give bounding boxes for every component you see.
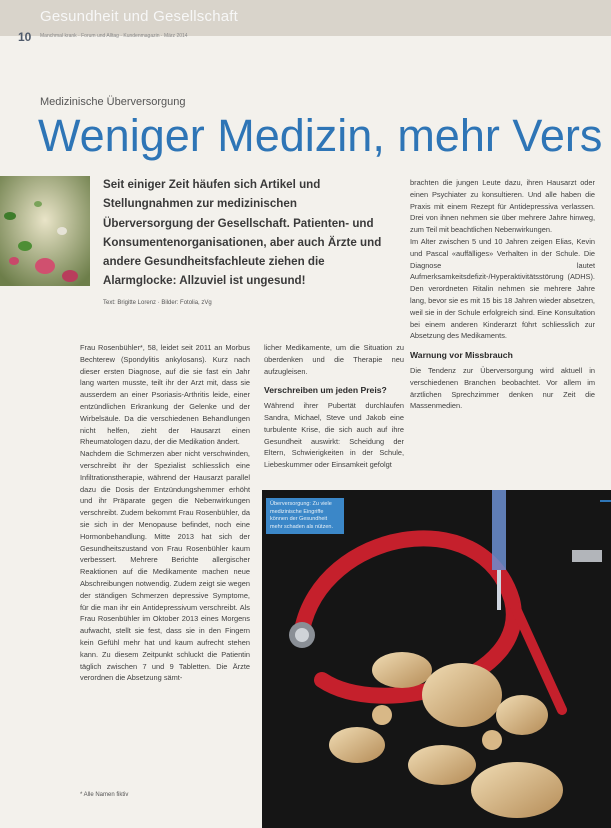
body-column-3 (410, 177, 595, 412)
mannequin-photo (262, 490, 611, 828)
section-header (0, 0, 611, 44)
mannequin-illustration (262, 490, 611, 828)
pills-photo (0, 176, 90, 286)
article-lead: Seit einiger Zeit häufen sich Artikel und Stellungnahmen zur medizinischen Überversorgung der Gesellschaft. Patienten- und Konsumentenorganisationen, aber auch Ärzte und andere Gesundheitsfachleute ziehen die Alarmglocke: Allzuviel ist ungesund! (103, 178, 382, 288)
article-headline: Weniger Medizin, mehr Vers (38, 110, 603, 161)
accent-mark (600, 500, 611, 502)
body-column-2 (264, 342, 404, 471)
paragraph: Während ihrer Pubertät durchlaufen Sandra, Michael, Steve und Jakob eine turbulente Krise, die sich auch auf ihre Gesundheit auswirkt: Scheidung der Eltern, Schwierigkeiten in der Schule, Liebeskummer oder Einsamkeit gefolgt (264, 401, 404, 470)
footnote: * Alle Namen fiktiv (80, 792, 129, 798)
photo-caption: Überversorgung: Zu viele medizinische Eingriffe können der Gesundheit mehr schaden als nützen. (266, 498, 344, 534)
subheading: Verschreiben um jeden Preis? (264, 385, 387, 396)
pills-illustration (0, 176, 90, 286)
paragraph: Nachdem die Schmerzen aber nicht verschwinden, verschreibt ihr der Spezialist schliesslich eine Infiltrationstherapie, während der Hausarzt parallel dazu die Dosis der Entzündungshemmer erhöht und ihr Präparate gegen die Nebenwirkungen verschreibt. Zudem bekommt Frau Rosenbühler, da sie sich in der Menopause befindet, noch eine Hormonbehandlung. Mitte 2013 hat sich der Gesundheitszustand von Frau Rosenbühler kaum verbessert. Mehrere Berichte allergischer Reaktionen auf die Medikamente machen neue Abschreibungen notwendig. Zudem zeigt sie wegen der ständigen Schmerzen depressive Symptome, für die man ihr ein Antidepressivum verschreibt. Als Frau Rosenbühler im Oktober 2013 eines Morgens aufwacht, stellt sie fest, dass sie in den Fingern kein Gefühl mehr hat und kaum aufrecht stehen kann. Zu diesem Zeitpunkt schluckt die Patientin täglich zwischen 7 und 9 Tabletten. Die Ärzte verordnen die Absetzung sämt- (80, 449, 250, 683)
section-title: Gesundheit und Gesellschaft (40, 8, 239, 25)
body-column-1 (80, 342, 250, 684)
paragraph: Im Alter zwischen 5 und 10 Jahren zeigen Elias, Kevin und Pascal «auffälliges» Verhalten in der Schule. Die Diagnose lautet Aufmerksamkeitsdefizit-/Hyperaktivitätsstörung (ADHS). Den verordneten Ritalin nehmen sie mehrere Jahre lang, bevor sie es mit 15 bis 18 Jahren wieder absetzen, weil sie in der Schule erfolgreich sind. Eine Konsultation bei einem anderen Kinderarzt führt schliesslich zur Absetzung des Medikaments. (410, 236, 595, 341)
article-kicker: Medizinische Überversorgung (40, 96, 186, 108)
subheading: Warnung vor Missbrauch (410, 350, 513, 361)
header-meta: Manchmal krank · Forum und Alltag · Kundenmagazin · März 2014 (40, 33, 188, 39)
paragraph: brachten die jungen Leute dazu, ihren Hausarzt oder einen Psychiater zu konsultieren. Und alle haben die Praxis mit einem Rezept für Antidepressiva verlassen. Drei von ihnen nehmen sie über mehrere Jahre hinweg, zum Teil mit beachtlichen Nebenwirkungen. (410, 178, 595, 235)
paragraph: Frau Rosenbühler*, 58, leidet seit 2011 an Morbus Bechterew (Spondylitis ankylosans). Kurz nach dieser ersten Diagnose, auf die sie fast ein Jahr lang warten musste, teilt ihr der Arzt mit, dass sie ausserdem an einer Psoriasis-Arthritis leide, einer entzündlichen Erkrankung der Gelenke und der Wirbelsäule. Da die verschiedenen Behandlungen nicht helfen, zieht der Hausarzt einen Rheumatologen dazu, der die Medikation ändert. (80, 343, 250, 447)
article-credit: Text: Brigitte Lorenz · Bilder: Fotolia, zVg (103, 300, 212, 306)
page-number: 10 (18, 30, 32, 44)
paragraph: Die Tendenz zur Überversorgung wird aktuell in verschiedenen Branchen beobachtet. Vor allem im ärztlichen Sprechzimmer denken nur Zeit die Massenmedien. (410, 365, 595, 411)
paragraph: licher Medikamente, um die Situation zu überdenken und die Therapie neu aufzugleisen. (264, 343, 404, 376)
